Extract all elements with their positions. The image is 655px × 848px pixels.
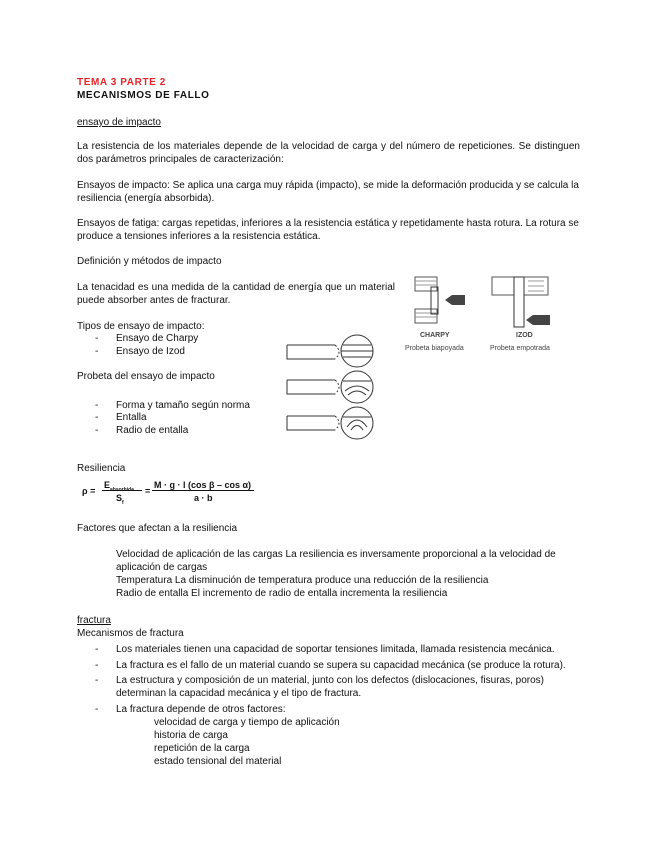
izod-diagram	[488, 275, 553, 330]
formula-numerator-energy: $E_{absorbida}$	[104, 480, 134, 493]
izod-label: IZOD	[516, 332, 533, 339]
list-item: Forma y tamaño según norma	[116, 400, 250, 411]
notch-specimen-diagram	[285, 333, 395, 443]
factors-heading: Factores que afectan a la resiliencia	[77, 523, 238, 534]
formula-equals: =	[145, 486, 151, 496]
list-dash: -	[95, 425, 99, 436]
formula-denominator-area: a · b	[194, 493, 213, 503]
types-heading: Tipos de ensayo de impacto:	[77, 321, 205, 332]
impact-tests-paragraph: Ensayos de impacto: Se aplica una carga muy rápida (impacto), se mide la deformación producida y se calcula la resiliencia (energía absorbida).	[77, 180, 579, 204]
fraction-bar	[152, 490, 254, 491]
list-item: Ensayo de Izod	[116, 346, 185, 357]
fracture-item: La fractura depende de otros factores:	[116, 704, 286, 715]
impact-heading: ensayo de impacto	[77, 117, 161, 128]
formula-numerator-work: M · g · l (cos β – cos α)	[154, 480, 252, 490]
list-dash: -	[95, 660, 99, 671]
fracture-item: La fractura es el fallo de un material cuando se supera su capacidad mecánica (se produce la rotura).	[116, 660, 566, 671]
charpy-caption: Probeta biapoyada	[405, 345, 464, 352]
fracture-factor: historia de carga	[154, 730, 228, 741]
specimen-heading: Probeta del ensayo de impacto	[77, 371, 215, 382]
izod-caption: Probeta empotrada	[490, 345, 550, 352]
definition-heading: Definición y métodos de impacto	[77, 256, 222, 267]
factor-item: Radio de entalla El incremento de radio de entalla incrementa la resiliencia	[116, 588, 448, 599]
list-dash: -	[95, 644, 99, 655]
fracture-item: La estructura y composición de un material, junto con los defectos (dislocaciones, fisuras, poros) determinan la capacidad mecánica y el tipo de fractura.	[116, 675, 544, 699]
list-dash: -	[95, 333, 99, 344]
charpy-diagram	[405, 275, 465, 330]
fracture-factor: repetición de la carga	[154, 743, 250, 754]
list-dash: -	[95, 346, 99, 357]
factor-item: Temperatura La disminución de temperatura produce una reducción de la resiliencia	[116, 575, 489, 586]
fracture-factor: velocidad de carga y tiempo de aplicación	[154, 717, 340, 728]
fatigue-tests-paragraph: Ensayos de fatiga: cargas repetidas, inferiores a la resistencia estática y repetidamente hasta rotura. La rotura se produce a tensiones inferiores a la resistencia estática.	[77, 218, 579, 242]
charpy-label: CHARPY	[420, 332, 450, 339]
list-item: Entalla	[116, 412, 147, 423]
factor-item: Velocidad de aplicación de las cargas La resiliencia es inversamente proporcional a la velocidad de aplicación de cargas	[116, 549, 556, 573]
formula-lhs: ρ =	[82, 486, 96, 496]
fracture-heading: fractura	[77, 615, 111, 626]
list-dash: -	[95, 704, 99, 715]
formula-denominator-section: $S_f$	[116, 493, 124, 506]
fraction-bar	[102, 490, 142, 491]
list-item: Radio de entalla	[116, 425, 189, 436]
toughness-paragraph: La tenacidad es una medida de la cantidad de energía que un material puede absorber antes de fracturar.	[77, 282, 395, 306]
list-dash: -	[95, 412, 99, 423]
fracture-factor: estado tensional del material	[154, 756, 282, 767]
section-title: MECANISMOS DE FALLO	[77, 90, 210, 101]
topic-title: TEMA 3 PARTE 2	[77, 77, 166, 88]
list-dash: -	[95, 400, 99, 411]
resilience-heading: Resiliencia	[77, 463, 126, 474]
resilience-formula	[82, 478, 257, 508]
list-dash: -	[95, 675, 99, 686]
list-item: Ensayo de Charpy	[116, 333, 199, 344]
fracture-item: Los materiales tienen una capacidad de soportar tensiones limitada, llamada resistencia mecánica.	[116, 644, 555, 655]
fracture-subheading: Mecanismos de fractura	[77, 628, 184, 639]
intro-paragraph: La resistencia de los materiales depende de la velocidad de carga y del número de repeticiones. Se distinguen dos parámetros principales de caracterización:	[77, 141, 580, 165]
